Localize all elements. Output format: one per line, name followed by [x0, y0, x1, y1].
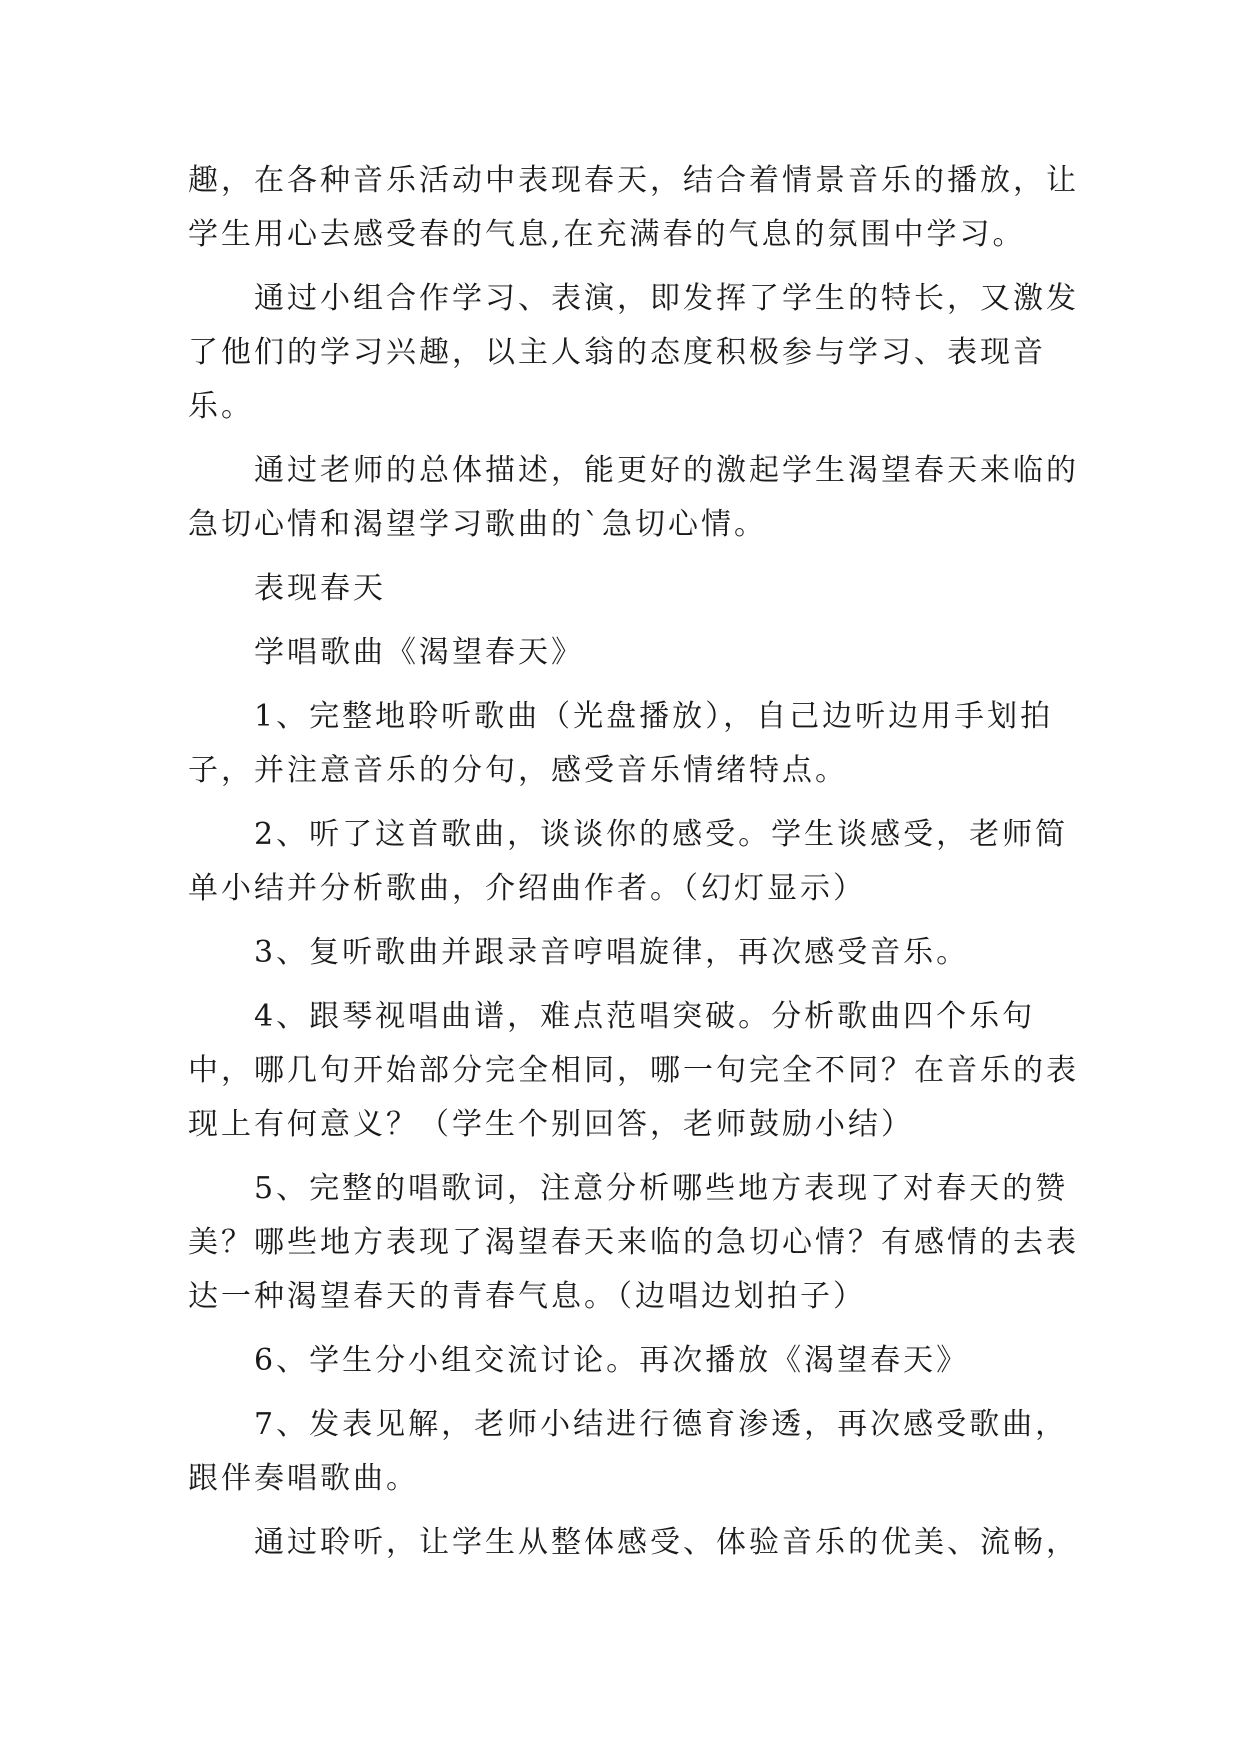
- list-item-5: 5、完整的唱歌词，注意分析哪些地方表现了对春天的赞美？哪些地方表现了渴望春天来临的急切心情？有感情的去表达一种渴望春天的青春气息。（边唱边划拍子）: [188, 1171, 1079, 1314]
- list-item-6: 6、学生分小组交流讨论。再次播放《渴望春天》: [254, 1343, 970, 1378]
- list-item-4: 4、跟琴视唱曲谱，难点范唱突破。分析歌曲四个乐句中，哪几句开始部分完全相同，哪一句完全不同？在音乐的表现上有何意义？（学生个别回答，老师鼓励小结）: [188, 999, 1079, 1142]
- list-item-3: 3、复听歌曲并跟录音哼唱旋律，再次感受音乐。: [254, 935, 970, 970]
- paragraph-3: 通过老师的总体描述，能更好的激起学生渴望春天来临的急切心情和渴望学习歌曲的`急切心情。: [188, 453, 1079, 542]
- paragraph-2: 通过小组合作学习、表演，即发挥了学生的特长，又激发了他们的学习兴趣，以主人翁的态度积极参与学习、表现音乐。: [188, 281, 1079, 424]
- section-heading-xuechang-gequ: 学唱歌曲《渴望春天》: [254, 635, 584, 670]
- paragraph-1: 趣，在各种音乐活动中表现春天，结合着情景音乐的播放，让学生用心去感受春的气息,在充满春的气息的氛围中学习。: [188, 163, 1079, 252]
- paragraph-closing: 通过聆听，让学生从整体感受、体验音乐的优美、流畅，: [254, 1525, 1079, 1560]
- section-heading-biaoxian-chuntian: 表现春天: [254, 571, 386, 606]
- list-item-7: 7、发表见解，老师小结进行德育渗透，再次感受歌曲，跟伴奏唱歌曲。: [188, 1407, 1069, 1496]
- document-body: [188, 154, 1098, 1580]
- list-item-1: 1、完整地聆听歌曲（光盘播放），自己边听边用手划拍子，并注意音乐的分句，感受音乐情绪特点。: [188, 699, 1054, 788]
- list-item-2: 2、听了这首歌曲，谈谈你的感受。学生谈感受，老师简单小结并分析歌曲，介绍曲作者。（幻灯显示）: [188, 817, 1069, 906]
